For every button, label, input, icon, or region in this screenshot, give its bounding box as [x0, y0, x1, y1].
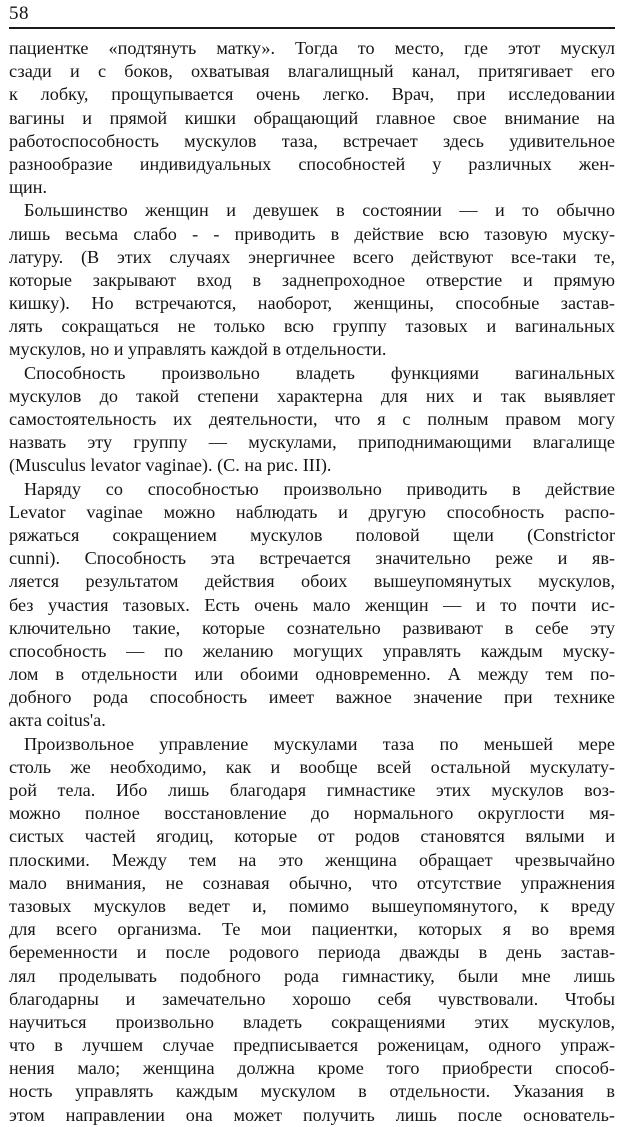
text-line: плоскими. Между тем на это женщина обращает чрезвычайно [9, 849, 615, 870]
text-line: (Musculus levator vaginae). (С. на рис. III). [9, 455, 332, 476]
text-line: Levator vaginae можно наблюдать и другую способность распо- [9, 501, 615, 522]
text-line: Произвольное управление мускулами таза по меньшей мере [24, 733, 615, 754]
text-line: сзади и с боков, охватывая влагалищный канал, притягивает его [9, 61, 615, 82]
text-line: нения мало; женщина должна кроме того приобрести способ- [9, 1058, 615, 1079]
text-line: ключительно такие, которые сознательно развивают в себе эту [9, 617, 615, 638]
text-line: пациентке «подтянуть матку». Тогда то место, где этот мускул [9, 38, 615, 58]
text-line: для всего организма. Те мои пациентки, которых я во время [9, 919, 615, 940]
header-rule [9, 27, 615, 29]
text-line: мускулов до такой степени характерна для них и так выявляет [9, 385, 615, 406]
text-line: лом в отдельности или обоими одновременно. А между тем по- [9, 664, 615, 685]
text-line: мало внимания, не сознавая обычно, что отсутствие упражнения [9, 872, 615, 893]
text-line: научиться произвольно владеть сокращениями этих мускулов, [9, 1011, 615, 1032]
text-line: ность управлять каждым мускулом в отдельности. Указания в [9, 1081, 615, 1102]
text-line: способность — по желанию могущих управлять каждым муску- [9, 640, 615, 661]
text-line: рой тела. Ибо лишь благодаря гимнастике этих мускулов воз- [9, 780, 615, 800]
text-line: лишь весьма слабо - - приводить в действие всю тазовую муску- [9, 223, 615, 244]
text-line: к лобку, прощупывается очень легко. Врач, при исследовании [9, 84, 615, 105]
page-number: 58 [9, 3, 29, 24]
body-text [9, 37, 615, 1127]
text-line: назвать эту группу — мускулами, приподнимающими влагалище [9, 432, 615, 453]
text-line: разнообразие индивидуальных способностей у различных жен- [9, 153, 615, 174]
text-line: кишку). Но встречаются, наоборот, женщины, способные застав- [9, 293, 615, 314]
text-line: латуру. (В этих случаях энергичнее всего действуют все-таки те, [9, 246, 615, 267]
text-line: тазовых мускулов ведет и, помимо вышеупомянутого, к вреду [9, 895, 615, 916]
text-line: беременности и после родового периода дважды в день застав- [9, 942, 615, 963]
text-line: добного рода способность имеет важное значение при технике [9, 687, 615, 708]
text-line: мускулов, но и управлять каждой в отдельности. [9, 339, 387, 360]
text-line: благодарны и замечательно хорошо себя чувствовали. Чтобы [9, 988, 615, 1009]
text-line: которые закрывают вход в заднепроходное отверстие и прямую [9, 269, 615, 290]
text-line: Наряду со способностью произвольно приводить в действие [24, 478, 615, 499]
text-line: вагины и прямой кишки обращающий главное свое внимание на [9, 107, 615, 128]
text-line: ряжаться сокращением мускулов половой щели (Constrictor [9, 524, 615, 545]
text-line: можно полное восстановление до нормального округлости мя- [9, 803, 615, 824]
text-line: работоспособность мускулов таза, встречает здесь удивительное [9, 130, 615, 151]
text-line: лять сокращаться не только всю группу тазовых и вагинальных [9, 316, 615, 337]
text-line: акта coitus'а. [9, 710, 106, 731]
text-line: столь же необходимо, как и вообще всей остальной мускулату- [9, 756, 615, 777]
text-line: Способность произвольно владеть функциями вагинальных [24, 362, 615, 383]
text-line: самостоятельность их деятельности, что я с полным правом могу [9, 409, 615, 429]
text-line: щин. [9, 177, 48, 198]
text-line: Большинство женщин и девушек в состоянии — и то обычно [24, 200, 615, 221]
text-line: ляется результатом действия обоих вышеупомянутых мускулов, [9, 571, 615, 592]
text-line: без участия тазовых. Есть очень мало женщин — и то почти ис- [9, 594, 615, 615]
text-line: систых частей ягодиц, которые от родов становятся вялыми и [9, 826, 615, 847]
text-line: этом направлении она может получить лишь после основатель- [9, 1104, 615, 1125]
text-line: лял проделывать подобного рода гимнастику, были мне лишь [9, 965, 615, 986]
text-line: что в лучшем случае предписывается роженицам, одного упраж- [9, 1035, 615, 1056]
text-line: cunni). Способность эта встречается значительно реже и яв- [9, 548, 615, 569]
